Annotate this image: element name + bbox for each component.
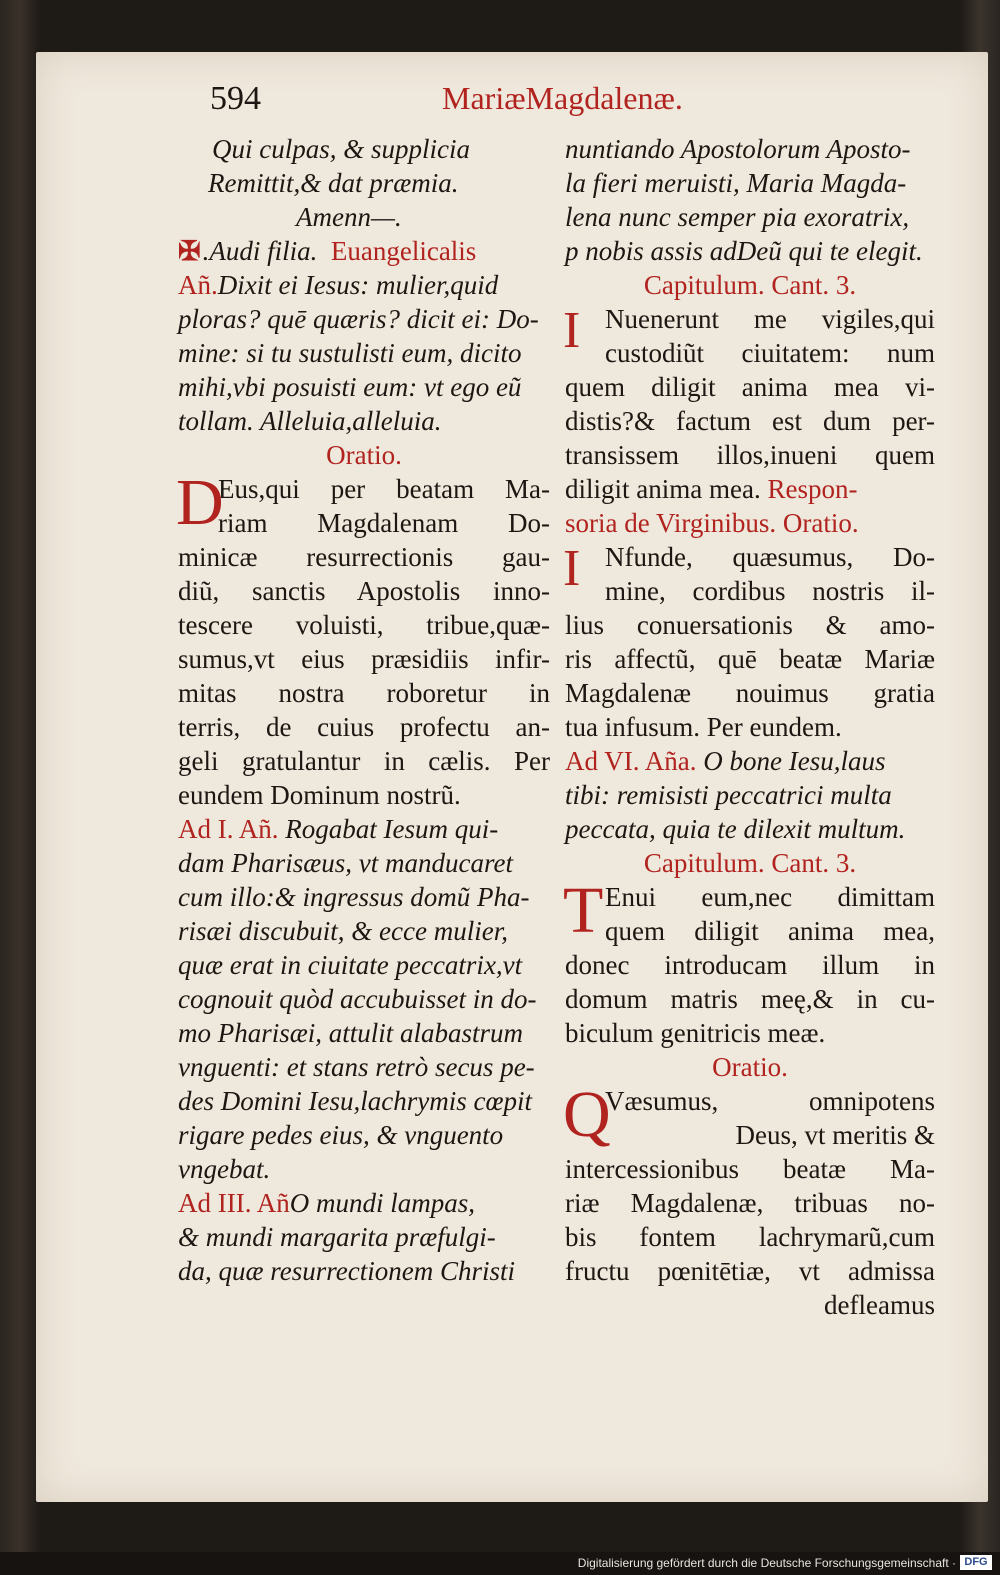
text-line: lena nunc semper pia exoratrix,: [565, 202, 910, 232]
rubric: Ad I. Añ.: [178, 814, 279, 844]
antiphon-text: O mundi lampas,: [289, 1188, 475, 1218]
text-line: biculum genitricis meæ.: [565, 1018, 826, 1048]
text-line: mine, cordibus nostris il-: [605, 576, 935, 606]
text-line: ris affectũ, quē beatæ Mariæ: [565, 644, 935, 674]
drop-cap: Q: [563, 1078, 611, 1151]
antiphon-incipit: .Audi filia.: [202, 236, 318, 266]
drop-cap: T: [563, 874, 604, 947]
text-line: custodiũt ciuitatem: num: [605, 338, 935, 368]
text-line: [565, 744, 935, 778]
dfg-logo: DFG: [960, 1555, 992, 1570]
left-column: [178, 132, 550, 1288]
text-line: mitas nostra roboretur in: [178, 678, 550, 708]
oratio-paragraph: [176, 466, 550, 812]
text-line: [178, 268, 550, 302]
text-line: diũ, sanctis Apostolis inno-: [178, 576, 550, 606]
text-line: distis?& factum est dum per-: [565, 406, 935, 436]
text-line: vnguenti: et stans retrò secus pe-: [178, 1052, 535, 1082]
text-line: quem diligit anima mea vi-: [565, 372, 935, 402]
text-line: risæi discubuit, & ecce mulier,: [178, 916, 508, 946]
text-line: Remittit,& dat præmia.: [208, 168, 459, 198]
section-heading: Capitulum. Cant. 3.: [643, 848, 857, 878]
text-line: riam Magdalenam Do-: [218, 508, 550, 538]
text-line: Magdalenæ nouimus gratia: [565, 678, 935, 708]
text-line: bis fontem lachrymarũ,cum: [565, 1222, 935, 1252]
rubric: Añ.: [178, 270, 218, 300]
drop-cap: D: [176, 466, 224, 539]
text-line: p nobis assis adDeũ qui te elegit.: [565, 236, 923, 266]
running-header: [210, 80, 930, 124]
oratio-paragraph: [565, 540, 935, 744]
text-line: tollam. Alleluia,alleluia.: [178, 406, 442, 436]
antiphon-text: Dixit ei Iesus: mulier,quid: [217, 270, 499, 300]
catchword: defleamus: [824, 1290, 935, 1320]
text-line: Nfunde, quæsumus, Do-: [605, 542, 935, 572]
text-line: & mundi margarita præfulgi-: [178, 1222, 496, 1252]
section-heading: Capitulum. Cant. 3.: [643, 270, 857, 300]
text-line: Qui culpas, & supplicia: [212, 134, 470, 164]
text-line: Nuenerunt me vigiles,qui: [605, 304, 935, 334]
section-heading: Oratio.: [326, 440, 402, 470]
text-line: la fieri meruisti, Maria Magda-: [565, 168, 907, 198]
text-line: da, quæ resurrectionem Christi: [178, 1256, 515, 1286]
text-line: [565, 472, 935, 506]
text-line: cum illo:& ingressus domũ Pha-: [178, 882, 530, 912]
right-column: [565, 132, 935, 1322]
funding-credit: Digitalisierung gefördert durch die Deutsche Forschungsgemeinschaft ·: [577, 1556, 956, 1570]
text-line: tibi: remisisti peccatrici multa: [565, 780, 892, 810]
text-line: tescere voluisti, tribue,quæ-: [178, 610, 550, 640]
antiphon-text: Rogabat Iesum qui-: [285, 814, 499, 844]
text-line: Amenn—.: [296, 202, 402, 232]
text-line: nuntiando Apostolorum Aposto-: [565, 134, 911, 164]
text-line: riæ Magdalenæ, tribuas no-: [565, 1188, 935, 1218]
text-line: quæ erat in ciuitate peccatrix,vt: [178, 950, 523, 980]
text-line: lius conuersationis & amo-: [565, 610, 935, 640]
text-line: sumus,vt eius præsidiis infir-: [178, 644, 550, 674]
text-line: minicæ resurrectionis gau-: [178, 542, 550, 572]
text-line: mihi,vbi posuisti eum: vt ego eũ: [178, 372, 522, 402]
text-segment: diligit anima mea.: [565, 474, 761, 504]
oratio-paragraph: [563, 1078, 935, 1322]
text-line: eundem Dominum nostrũ.: [178, 780, 461, 810]
rubric: Ad III. Añ: [178, 1188, 290, 1218]
text-line: [178, 1186, 550, 1220]
text-line: fructu pœnitētiæ, vt admissa: [565, 1256, 935, 1286]
text-line: peccata, quia te dilexit multum.: [565, 814, 906, 844]
text-line: ploras? quē quæris? dicit ei: Do-: [178, 304, 539, 334]
rubric: Respon-: [767, 474, 858, 504]
text-line: cognouit quòd accubuisset in do-: [178, 984, 537, 1014]
page-number: 594: [210, 80, 261, 117]
capitulum-paragraph: [565, 302, 935, 540]
drop-cap: I: [563, 302, 581, 359]
text-line: intercessionibus beatæ Ma-: [565, 1154, 935, 1184]
text-line: des Domini Iesu,lachrymis cœpit: [178, 1086, 532, 1116]
text-line: mo Pharisæi, attulit alabastrum: [178, 1018, 524, 1048]
section-heading: Oratio.: [712, 1052, 788, 1082]
text-line: Eus,qui per beatam Ma-: [218, 474, 550, 504]
antiphon-text: O bone Iesu,laus: [703, 746, 886, 776]
capitulum-paragraph: [563, 874, 935, 1050]
text-line: dam Pharisæus, vt manducaret: [178, 848, 513, 878]
text-line: rigare pedes eius, & vnguento: [178, 1120, 504, 1150]
cross-icon: ✠: [178, 236, 201, 266]
text-line: Deus, vt meritis &: [735, 1120, 935, 1150]
text-line: Væsumus, omnipotens: [605, 1086, 935, 1116]
text-line: terris, de cuius profectu an-: [178, 712, 550, 742]
text-line: vngebat.: [178, 1154, 271, 1184]
rubric: Euangelicalis: [330, 236, 477, 266]
rubric: Ad VI. Aña.: [565, 746, 697, 776]
text-line: domum matris meę,& in cu-: [565, 984, 935, 1014]
text-line: donec introducam illum in: [565, 950, 935, 980]
drop-cap: I: [563, 540, 581, 597]
section-heading: soria de Virginibus. Oratio.: [565, 508, 859, 538]
text-line: mine: si tu sustulisti eum, dicito: [178, 338, 522, 368]
running-title: MariæMagdalenæ.: [442, 80, 683, 116]
text-line: tua infusum. Per eundem.: [565, 712, 842, 742]
text-line: [178, 812, 550, 846]
text-line: [178, 234, 550, 268]
text-line: geli gratulantur in cælis. Per: [178, 746, 550, 776]
text-line: quem diligit anima mea,: [605, 916, 935, 946]
text-line: transissem illos,inueni quem: [565, 440, 935, 470]
text-line: Enui eum,nec dimittam: [605, 882, 935, 912]
